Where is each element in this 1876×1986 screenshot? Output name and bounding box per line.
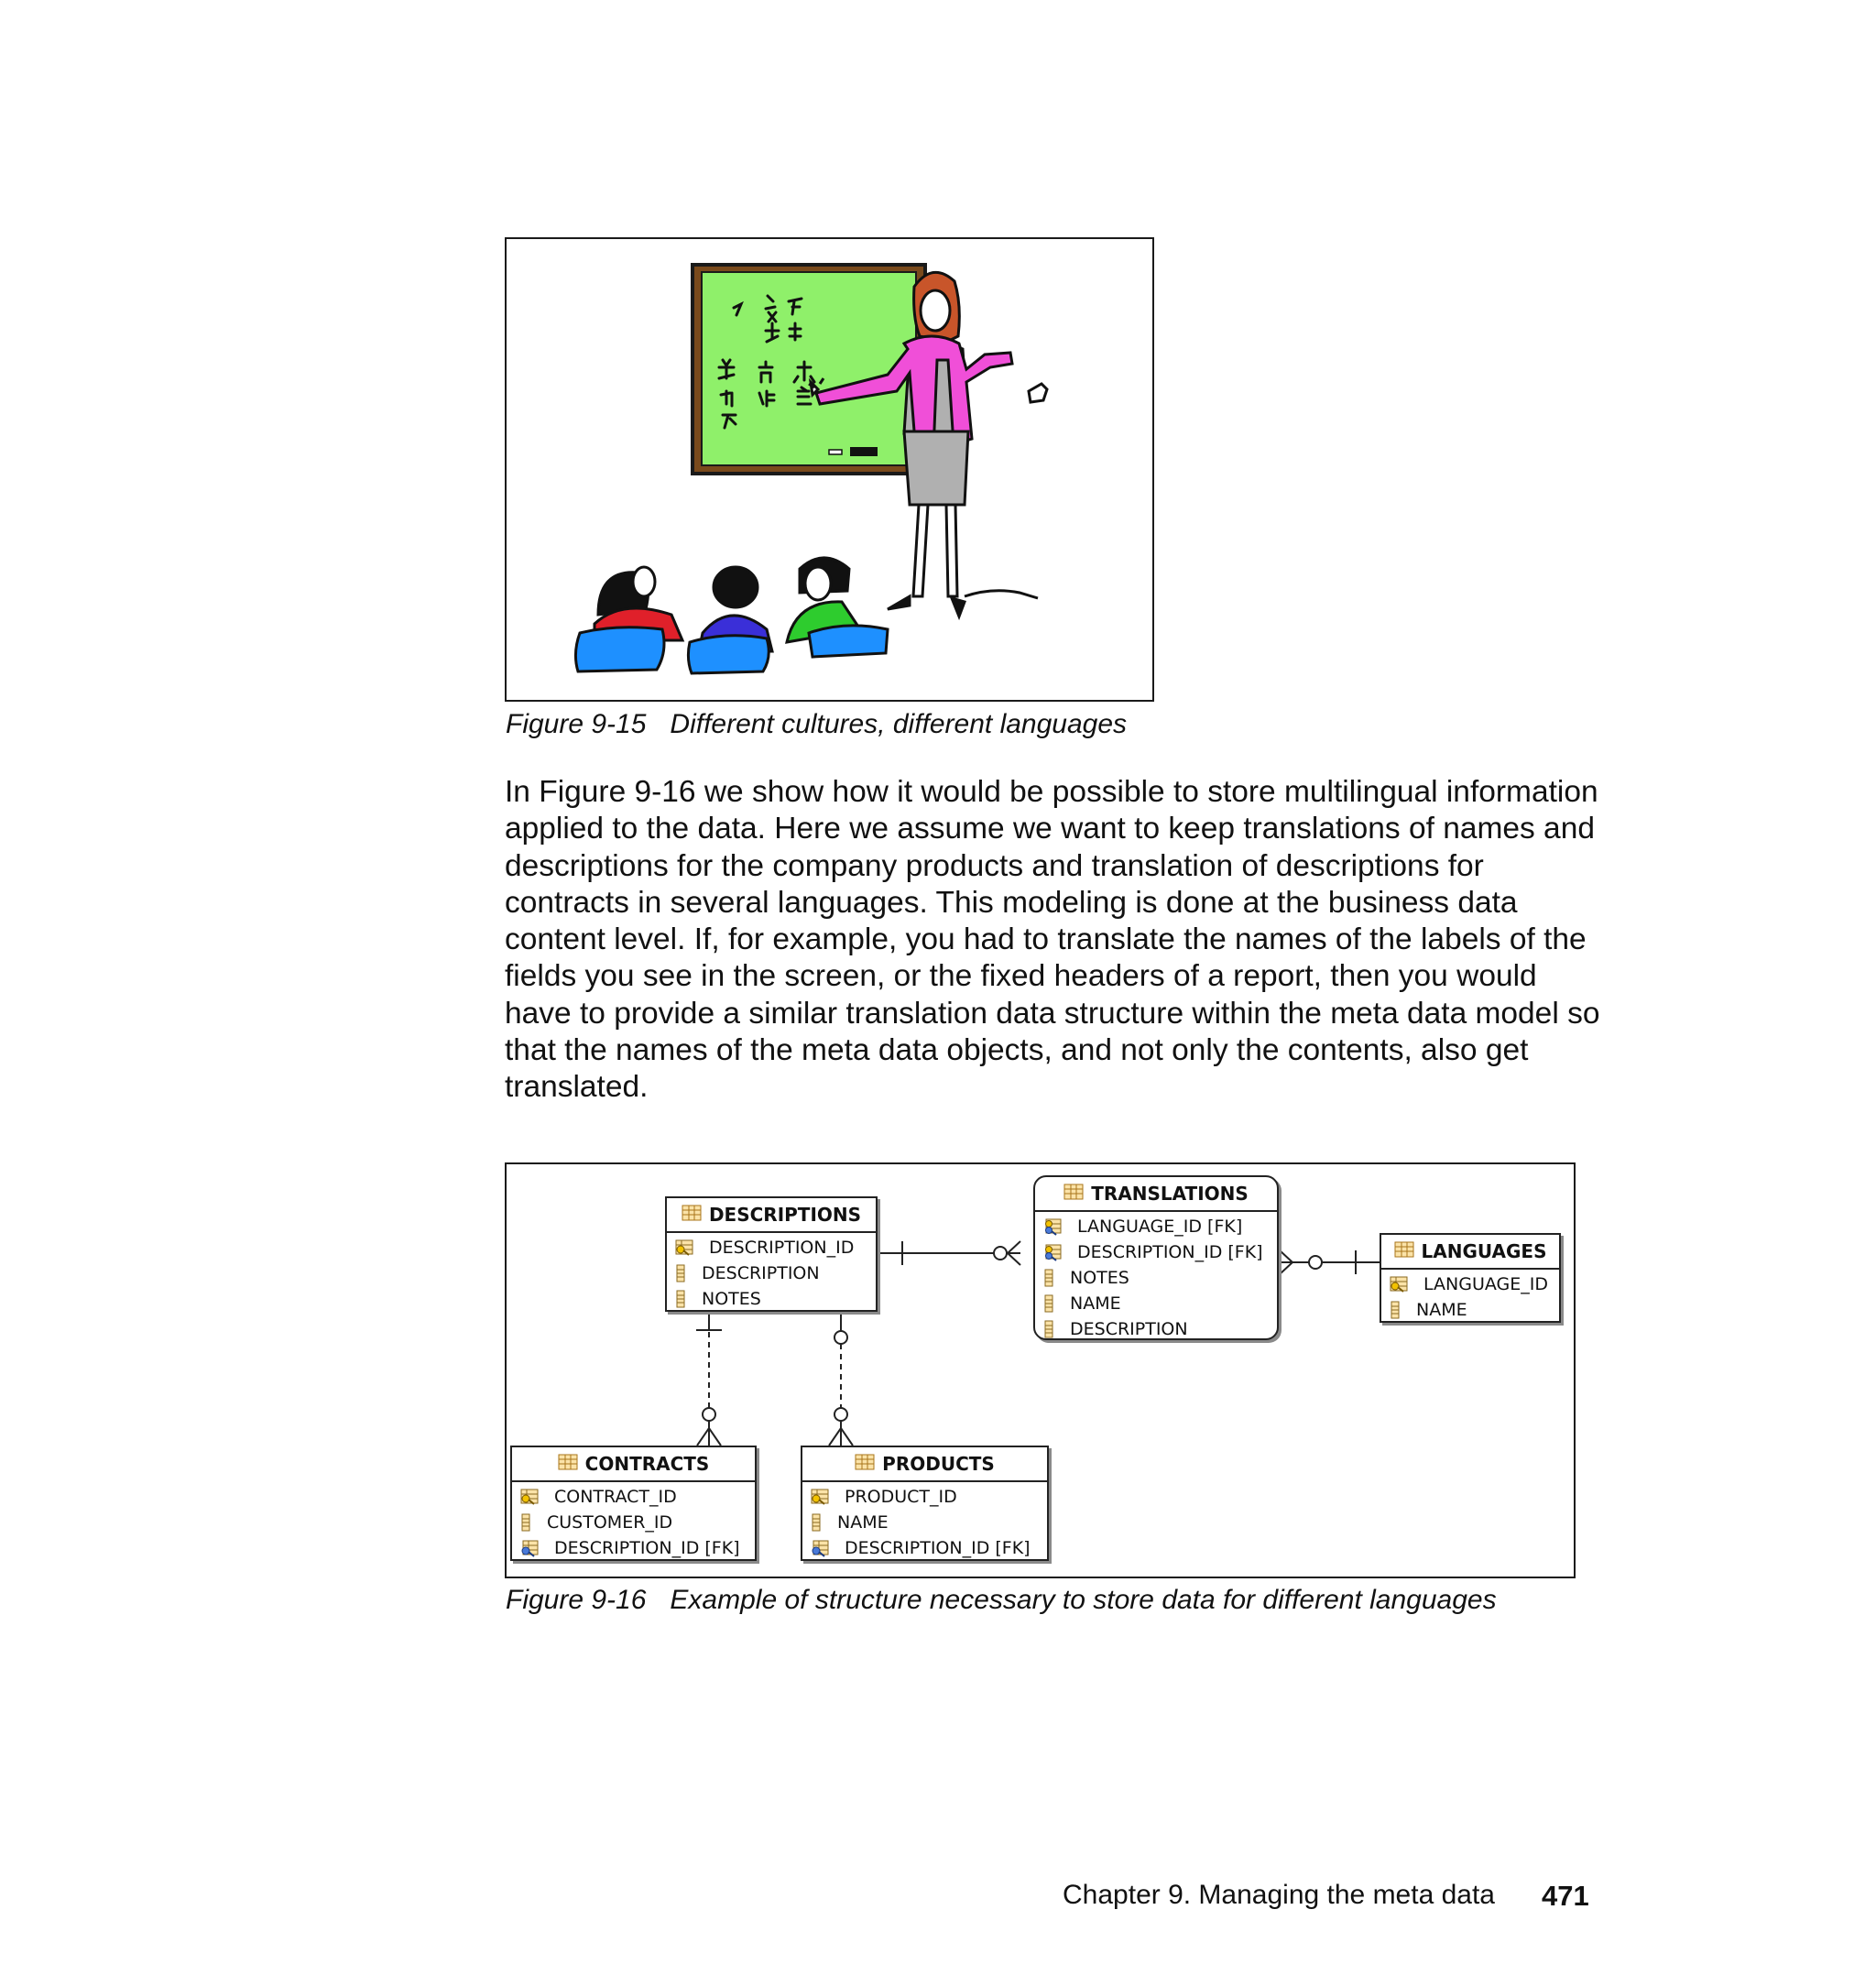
- table-column-row: [1381, 1271, 1559, 1297]
- table-name: LANGUAGES: [1421, 1240, 1547, 1262]
- column-icon: [674, 1264, 694, 1282]
- table-name: CONTRACTS: [584, 1453, 710, 1475]
- column-name: NOTES: [1070, 1268, 1129, 1288]
- table-icon: [558, 1453, 578, 1475]
- caption-text: Example of structure necessary to store data for different languages: [670, 1585, 1497, 1615]
- figure-9-15-caption: [506, 709, 1127, 740]
- student-right: [787, 558, 888, 657]
- primary-key-icon: [810, 1488, 837, 1506]
- column-icon: [1042, 1320, 1063, 1338]
- table-column-row: [1035, 1239, 1277, 1265]
- column-icon: [1042, 1269, 1063, 1287]
- table-header: [802, 1447, 1047, 1482]
- chalk-icon: [829, 450, 842, 454]
- figure-9-16-caption: [506, 1585, 1497, 1616]
- table-column-row: [1035, 1214, 1277, 1239]
- table-column-row: [802, 1535, 1047, 1561]
- contracts-table: [510, 1446, 757, 1561]
- descriptions-table: [665, 1196, 878, 1312]
- table-column-row: [667, 1260, 876, 1286]
- column-name: LANGUAGE_ID: [1423, 1274, 1548, 1294]
- table-column-row: [1035, 1265, 1277, 1291]
- table-column-row: [802, 1484, 1047, 1510]
- cardinality-zero-mark: [994, 1247, 1007, 1260]
- column-name: NAME: [837, 1512, 889, 1533]
- table-column-row: [512, 1535, 755, 1561]
- column-name: DESCRIPTION_ID: [709, 1238, 855, 1258]
- table-header: [512, 1447, 755, 1482]
- table-columns: [667, 1233, 876, 1312]
- table-column-row: [512, 1510, 755, 1535]
- cardinality-zero-mark: [1309, 1256, 1322, 1269]
- column-name: NOTES: [702, 1289, 761, 1309]
- chapter-title: Chapter 9. Managing the meta data: [1063, 1880, 1495, 1910]
- column-name: DESCRIPTION: [1070, 1319, 1188, 1339]
- table-header: [667, 1198, 876, 1233]
- table-column-row: [802, 1510, 1047, 1535]
- table-name: TRANSLATIONS: [1091, 1183, 1249, 1205]
- table-header: [1381, 1235, 1559, 1270]
- student-middle: [688, 567, 772, 673]
- column-icon: [674, 1290, 694, 1308]
- table-icon: [1063, 1183, 1084, 1205]
- column-name: DESCRIPTION_ID [FK]: [554, 1538, 740, 1558]
- column-name: DESCRIPTION_ID [FK]: [1077, 1242, 1263, 1262]
- products-table: [801, 1446, 1049, 1561]
- page-footer: [0, 1880, 1876, 1916]
- table-columns: [1381, 1270, 1559, 1323]
- primary-key-icon: [1389, 1275, 1416, 1293]
- caption-number: Figure 9-16: [506, 1585, 647, 1615]
- table-columns: [512, 1482, 755, 1561]
- table-column-row: [1035, 1291, 1277, 1316]
- column-icon: [519, 1513, 540, 1532]
- table-name: PRODUCTS: [882, 1453, 995, 1475]
- column-name: LANGUAGE_ID [FK]: [1077, 1217, 1243, 1237]
- teacher-classroom-illustration: [507, 239, 1152, 700]
- table-column-row: [1035, 1316, 1277, 1342]
- column-name: CONTRACT_ID: [554, 1487, 677, 1507]
- column-name: CUSTOMER_ID: [547, 1512, 673, 1533]
- primary-foreign-key-icon: [1042, 1243, 1070, 1261]
- table-column-row: [667, 1235, 876, 1260]
- column-icon: [810, 1513, 830, 1532]
- table-column-row: [667, 1286, 876, 1312]
- foreign-key-icon: [519, 1539, 547, 1557]
- primary-key-icon: [674, 1239, 702, 1257]
- translations-table: [1033, 1175, 1279, 1340]
- crow-foot-mark: [1008, 1241, 1020, 1265]
- table-icon: [855, 1453, 875, 1475]
- column-icon: [1042, 1294, 1063, 1313]
- table-icon: [682, 1204, 702, 1226]
- primary-key-icon: [519, 1488, 547, 1506]
- body-paragraph: In Figure 9-16 we show how it would be possible to store multilingual information applied to the data. Here we assume we want to keep translations of names and descriptions for the company products and translation of descriptions for contracts in several languages. This modeling is done at the business data content level. If, for example, you had to translate the names of the labels of the fields you see in the screen, or the fixed headers of a report, then you would have to provide a similar translation data structure within the meta data model so that the names of the meta data objects, and not only the contents, also get translated.: [505, 775, 1600, 1105]
- column-name: NAME: [1070, 1293, 1121, 1314]
- student-left: [575, 567, 682, 671]
- table-name: DESCRIPTIONS: [708, 1204, 862, 1226]
- figure-9-15-illustration: [505, 237, 1154, 702]
- table-columns: [802, 1482, 1047, 1561]
- caption-number: Figure 9-15: [506, 709, 647, 739]
- table-column-row: [512, 1484, 755, 1510]
- primary-foreign-key-icon: [1042, 1217, 1070, 1236]
- table-columns: [1035, 1212, 1277, 1342]
- table-header: [1035, 1177, 1277, 1212]
- eraser-icon: [850, 447, 878, 456]
- foreign-key-icon: [810, 1539, 837, 1557]
- column-icon: [1389, 1301, 1409, 1319]
- table-icon: [1394, 1240, 1414, 1262]
- languages-table: [1380, 1233, 1561, 1323]
- column-name: DESCRIPTION: [702, 1263, 820, 1283]
- column-name: NAME: [1416, 1300, 1467, 1320]
- column-name: DESCRIPTION_ID [FK]: [845, 1538, 1031, 1558]
- table-column-row: [1381, 1297, 1559, 1323]
- caption-text: Different cultures, different languages: [670, 709, 1128, 739]
- page-number: 471: [1542, 1880, 1589, 1912]
- column-name: PRODUCT_ID: [845, 1487, 957, 1507]
